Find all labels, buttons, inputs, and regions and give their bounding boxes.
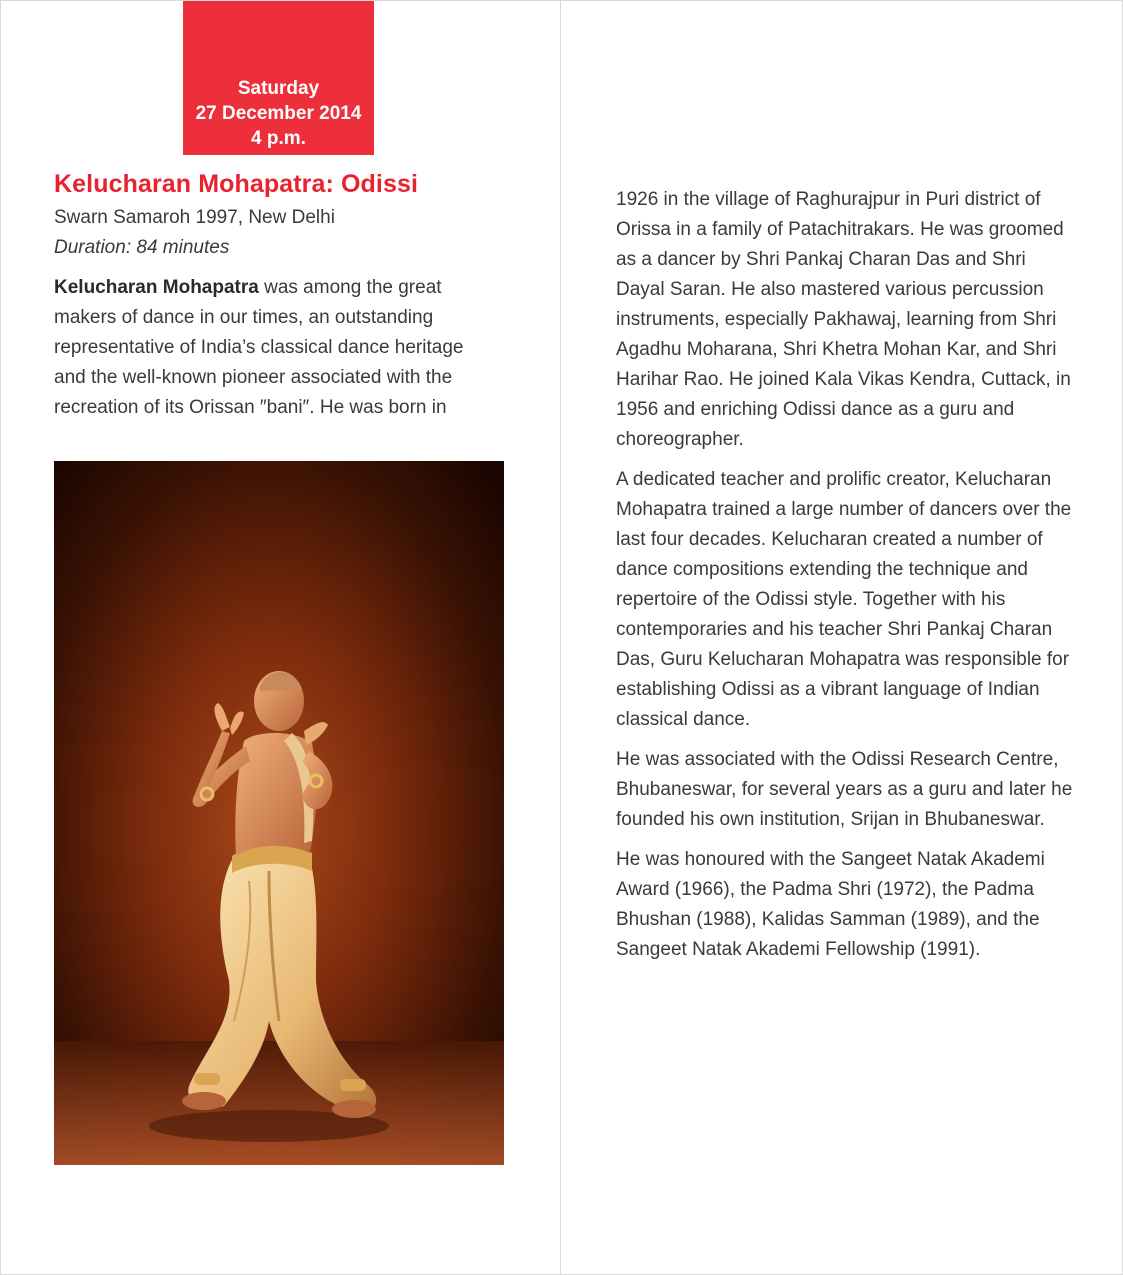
intro-paragraph xyxy=(54,273,494,423)
bio-paragraph: A dedicated teacher and prolific creator, Kelucharan Mohapatra trained a large number of dancers over the last four decades. Kelucharan created a number of dance compositions extending the technique and repertoire of the Odissi style. Together with his contemporaries and his teacher Shri Pankaj Charan Das, Guru Kelucharan Mohapatra was responsible for establishing Odissi as a vibrant language of Indian classical dance. xyxy=(616,469,1072,730)
event-title: Kelucharan Mohapatra: Odissi xyxy=(54,170,418,198)
event-date: 27 December 2014 xyxy=(195,103,362,124)
bio-paragraph: He was honoured with the Sangeet Natak Akademi Award (1966), the Padma Shri (1972), the Padma Bhushan (1988), Kalidas Samman (1989), and the Sangeet Natak Akademi Fellowship (1991). xyxy=(616,849,1045,960)
fold-divider xyxy=(560,0,561,1275)
intro-name: Kelucharan Mohapatra xyxy=(54,277,259,298)
event-day: Saturday xyxy=(237,78,320,99)
right-column xyxy=(616,185,1076,975)
event-time: 4 p.m. xyxy=(251,128,306,149)
date-badge xyxy=(183,1,374,155)
dancer-photo-icon xyxy=(54,461,504,1165)
dancer-photo xyxy=(54,461,504,1165)
bio-paragraph: He was associated with the Odissi Research Centre, Bhubaneswar, for several years as a guru and later he founded his own institution, Srijan in Bhubaneswar. xyxy=(616,749,1073,830)
event-venue: Swarn Samaroh 1997, New Delhi xyxy=(54,207,335,228)
intro-text: was among the great makers of dance in our times, an outstanding representative of India’s classical dance heritage and the well-known pioneer associated with the recreation of its Orissan ″bani″. He was born in xyxy=(54,277,464,418)
bio-paragraph: 1926 in the village of Raghurajpur in Puri district of Orissa in a family of Patachitrakars. He was groomed as a dancer by Shri Pankaj Charan Das and Shri Dayal Saran. He also mastered various percussion instruments, especially Pakhawaj, learning from Shri Agadhu Moharana, Shri Khetra Mohan Kar, and Shri Harihar Rao. He joined Kala Vikas Kendra, Cuttack, in 1956 and enriching Odissi dance as a guru and choreographer. xyxy=(616,189,1071,450)
event-duration: Duration: 84 minutes xyxy=(54,237,230,258)
